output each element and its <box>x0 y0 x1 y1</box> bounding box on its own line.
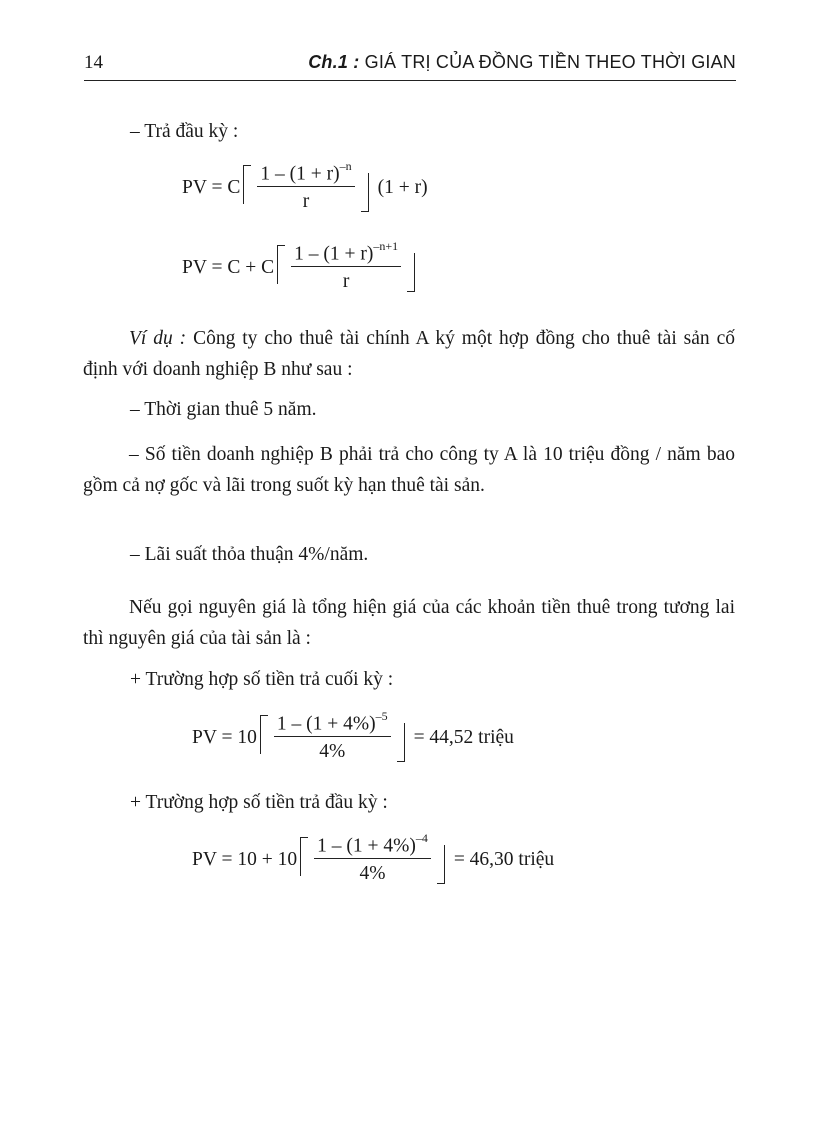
fraction <box>314 830 431 886</box>
bracket-left <box>243 165 251 204</box>
numerator: $1 - (1 + 4\%)^{-4}$ <box>314 834 431 859</box>
bracket-right <box>437 845 445 884</box>
bullet-payment: – Số tiền doanh nghiệp B phải trả cho công ty A là 10 triệu đồng / năm bao gồm cả nợ gốc và lãi trong suốt kỳ hạn thuê tài sản. <box>83 444 735 496</box>
formula-annuity-due-example <box>192 830 554 890</box>
formula-result: = 46,30 triệu <box>453 849 555 870</box>
bullet-interest-rate: – Lãi suất thỏa thuận 4%/năm. <box>130 544 369 565</box>
chapter-title <box>308 52 736 73</box>
bracket-left <box>300 837 308 876</box>
formula-annuity-due-1 <box>182 158 428 218</box>
numerator: $1 - (1 + 4\%)^{-5}$ <box>274 712 391 737</box>
formula-lhs: PV = 10 + 10 <box>192 849 298 870</box>
page-number: 14 <box>84 52 103 73</box>
example-paragraph <box>83 324 735 385</box>
denominator: r <box>302 190 310 212</box>
fraction <box>291 238 401 294</box>
page-header <box>84 50 736 81</box>
formula-lhs: PV = C <box>182 177 241 198</box>
numerator: $1 - (1 + r)^{-n}$ <box>257 162 354 187</box>
denominator: r <box>342 270 350 292</box>
example-label: Ví dụ : <box>129 328 187 349</box>
example-text: Công ty cho thuê tài chính A ký một hợp đồng cho thuê tài sản cố định với doanh nghiệp B như sau : <box>83 328 735 380</box>
case-end-heading: + Trường hợp số tiền trả cuối kỳ : <box>130 669 394 690</box>
case-begin-heading: + Trường hợp số tiền trả đầu kỳ : <box>130 792 388 813</box>
annuity-due-heading: – Trả đầu kỳ : <box>130 121 239 142</box>
formula-lhs: PV = 10 <box>192 727 257 748</box>
denominator: 4% <box>319 740 346 762</box>
chapter-title-text: GIÁ TRỊ CỦA ĐỒNG TIỀN THEO THỜI GIAN <box>364 52 736 72</box>
conclusion-paragraph: Nếu gọi nguyên giá là tổng hiện giá của các khoản tiền thuê trong tương lai thì nguyên giá của tài sản là : <box>83 597 735 649</box>
bracket-right <box>361 173 369 212</box>
fraction <box>274 708 391 764</box>
bullet-lease-term: – Thời gian thuê 5 năm. <box>130 399 317 420</box>
formula-tail: (1 + r) <box>377 177 428 198</box>
fraction <box>257 158 354 214</box>
bracket-left <box>277 245 285 284</box>
bracket-right <box>397 723 405 762</box>
bracket-right <box>407 253 415 292</box>
denominator: 4% <box>359 862 386 884</box>
formula-annuity-due-2 <box>182 238 418 298</box>
chapter-label: Ch.1 : <box>308 52 360 72</box>
bracket-left <box>260 715 268 754</box>
formula-ordinary-annuity-example <box>192 708 514 768</box>
formula-result: = 44,52 triệu <box>413 727 514 748</box>
numerator: $1 - (1 + r)^{-n+1}$ <box>291 242 401 267</box>
formula-lhs: PV = C + C <box>182 257 275 278</box>
